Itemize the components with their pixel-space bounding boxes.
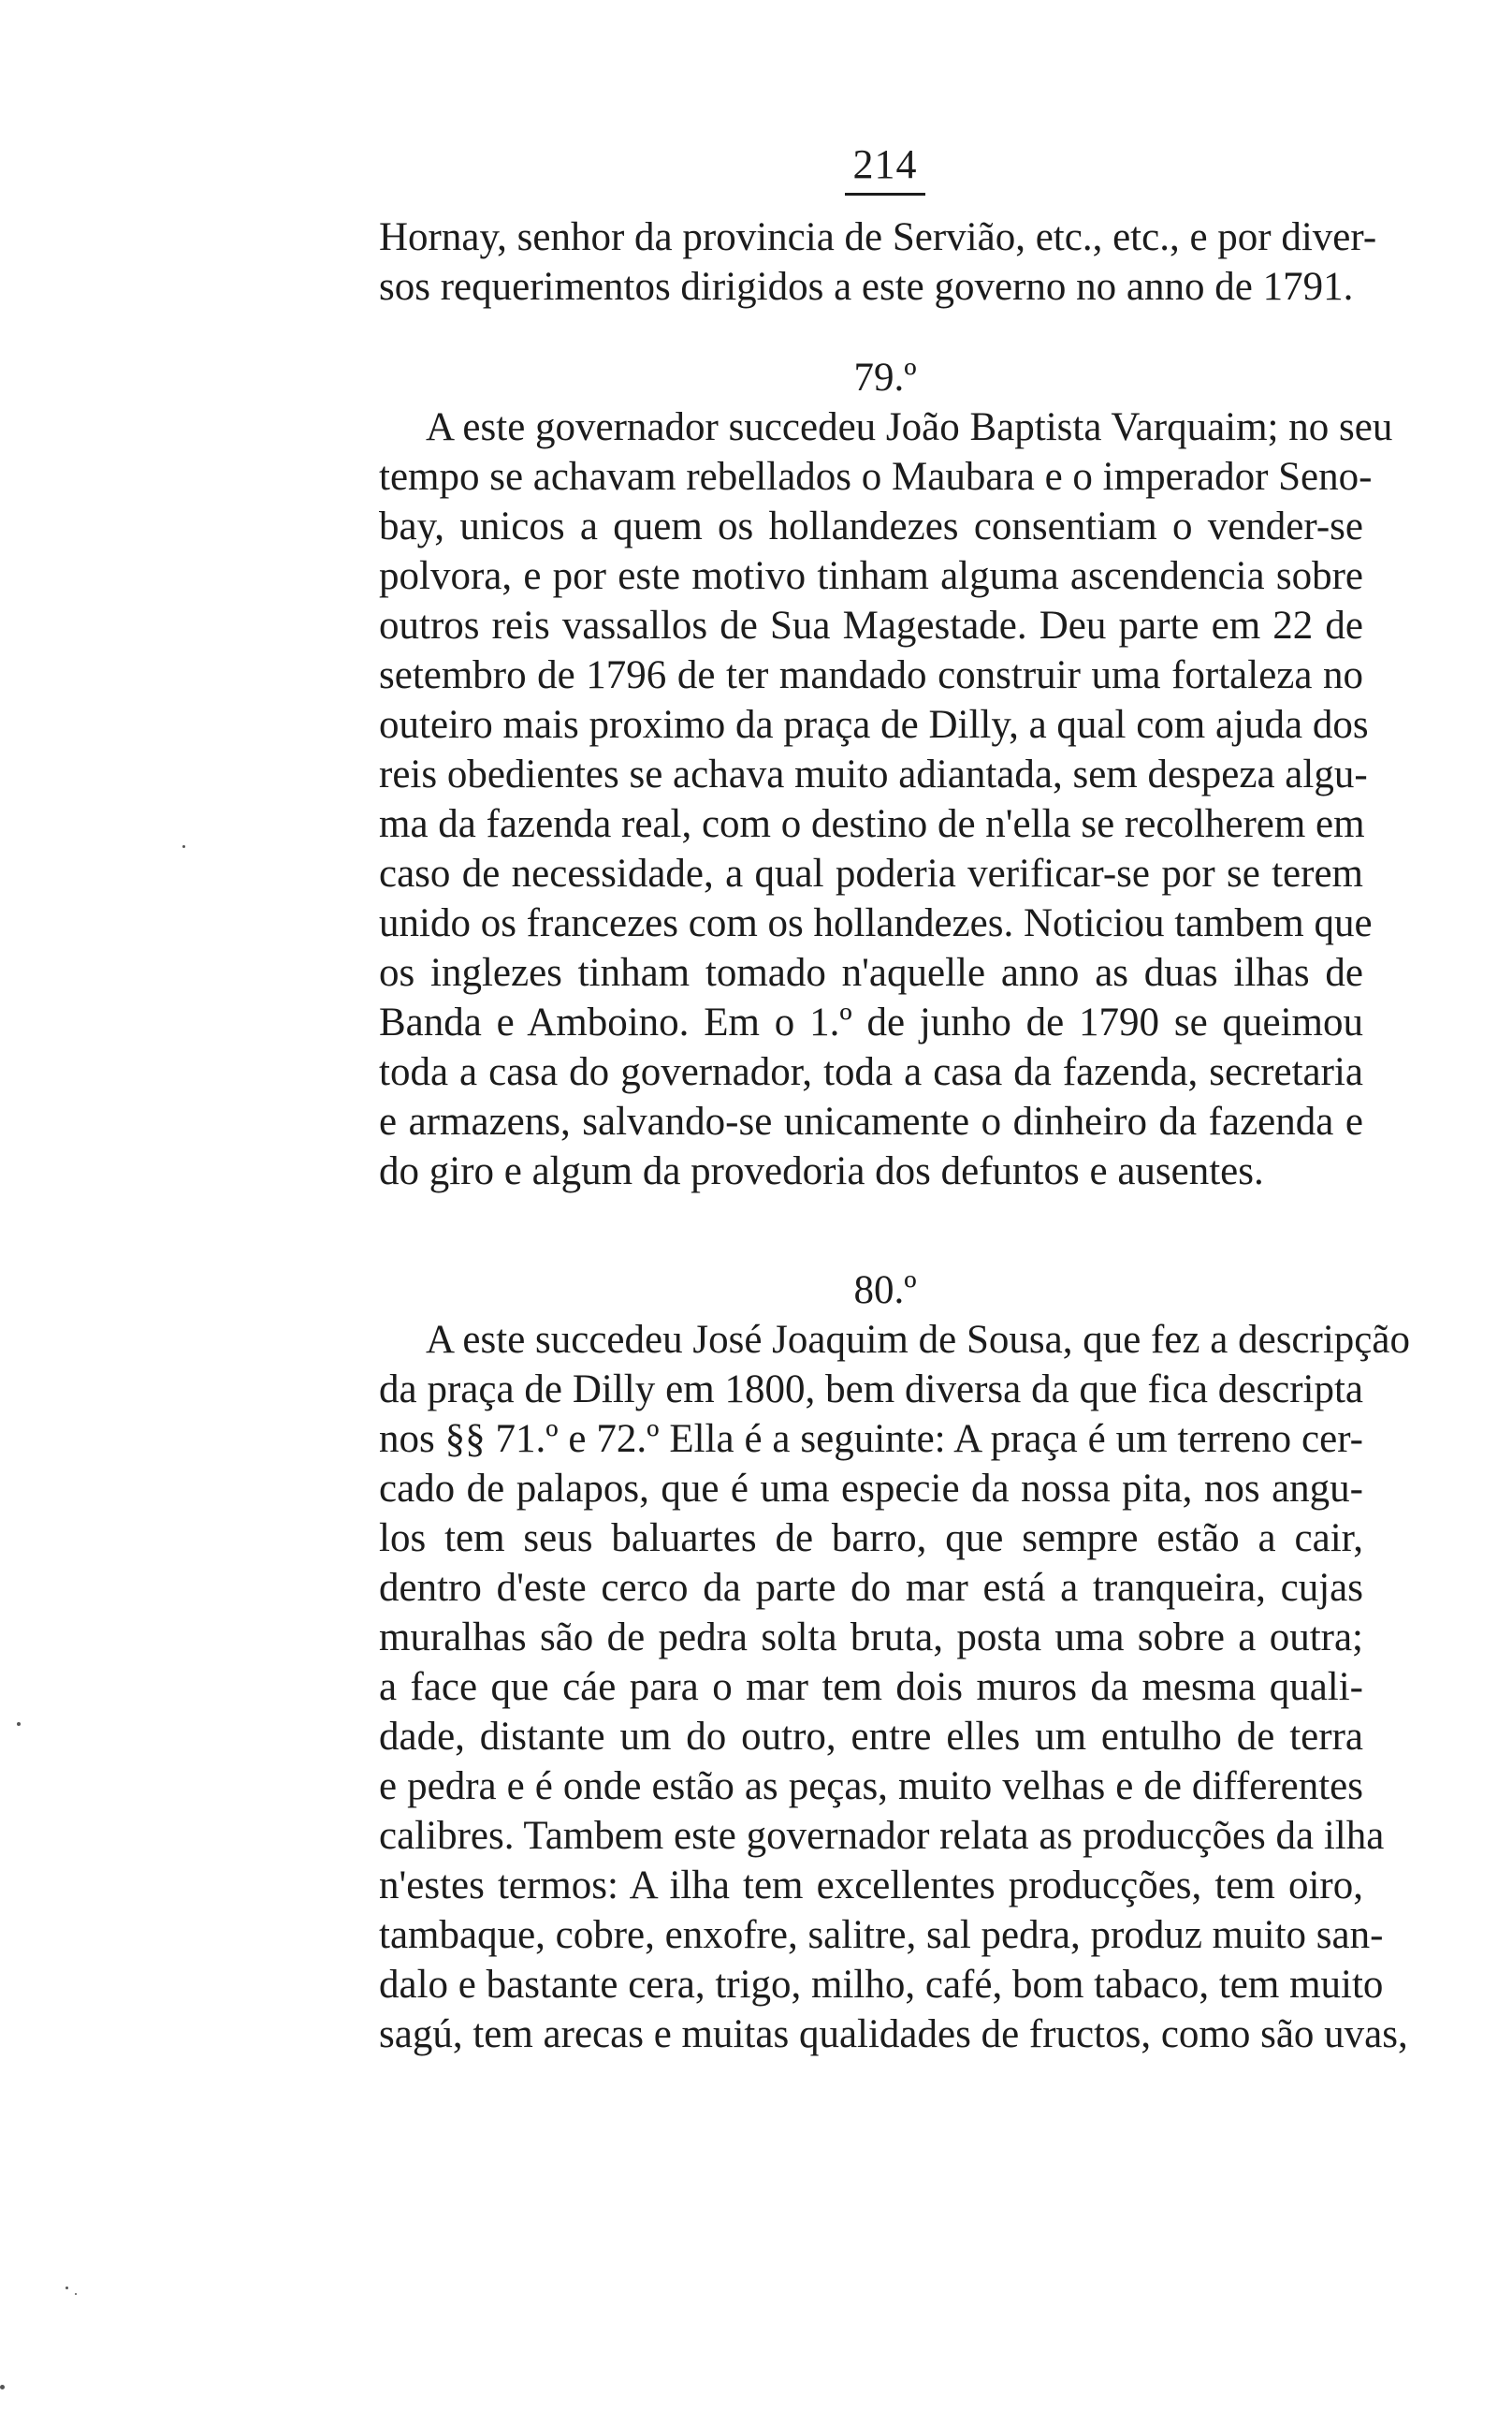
text-line: A este governador succedeu João Baptista Varquaim; no seu: [426, 405, 1393, 449]
text-line: polvora, e por este motivo tinham alguma ascendencia sobre: [379, 554, 1363, 598]
text-line: sagú, tem arecas e muitas qualidades de fructos, como são uvas,: [379, 2012, 1408, 2056]
text-line: reis obedientes se achava muito adiantada, sem despeza algu-: [379, 753, 1368, 796]
intro-paragraph: [379, 212, 1377, 312]
text-line: tempo se achavam rebellados o Maubara e o imperador Seno-: [379, 455, 1373, 499]
scan-speck: [0, 2385, 5, 2389]
text-line: da praça de Dilly em 1800, bem diversa da que fica descripta: [379, 1367, 1363, 1411]
text-line: nos §§ 71.º e 72.º Ella é a seguinte: A praça é um terreno cer-: [379, 1417, 1363, 1461]
scan-speck: [75, 2293, 77, 2295]
text-line: muralhas são de pedra solta bruta, posta uma sobre a outra;: [379, 1615, 1363, 1659]
text-line: dentro d'este cerco da parte do mar está a tranqueira, cujas: [379, 1566, 1363, 1610]
text-line: e armazens, salvando-se unicamente o dinheiro da fazenda e: [379, 1100, 1363, 1144]
text-line: ma da fazenda real, com o destino de n'ella se recolherem em: [379, 802, 1365, 846]
text-line: e pedra e é onde estão as peças, muito velhas e de differentes: [379, 1764, 1363, 1808]
text-line: sos requerimentos dirigidos a este governo no anno de 1791.: [379, 265, 1354, 309]
section-heading: 80.º: [853, 1268, 917, 1312]
text-line: a face que cáe para o mar tem dois muros da mesma quali-: [379, 1665, 1363, 1709]
page-content: [379, 140, 1410, 2059]
text-line: tambaque, cobre, enxofre, salitre, sal pedra, produz muito san-: [379, 1913, 1384, 1957]
text-line: outeiro mais proximo da praça de Dilly, a qual com ajuda dos: [379, 703, 1369, 747]
section-paragraph: [379, 402, 1393, 1196]
text-line: dalo e bastante cera, trigo, milho, café, bom tabaco, tem muito: [379, 1963, 1384, 2007]
text-line: os inglezes tinham tomado n'aquelle anno as duas ilhas de: [379, 951, 1363, 995]
scan-speck: [182, 845, 185, 848]
text-line: Banda e Amboino. Em o 1.º de junho de 1790 se queimou: [379, 1001, 1363, 1045]
page-number-rule: [845, 193, 925, 196]
text-line: n'estes termos: A ilha tem excellentes producções, tem oiro,: [379, 1863, 1363, 1907]
text-line: A este succedeu José Joaquim de Sousa, que fez a descripção: [426, 1318, 1410, 1362]
text-line: do giro e algum da provedoria dos defuntos e ausentes.: [379, 1149, 1264, 1193]
section-heading: 79.º: [853, 356, 917, 400]
text-line: bay, unicos a quem os hollandezes consentiam o vender-se: [379, 504, 1363, 548]
text-line: dade, distante um do outro, entre elles um entulho de terra: [379, 1715, 1363, 1759]
text-line: toda a casa do governador, toda a casa da fazenda, secretaria: [379, 1050, 1363, 1094]
section-80: [379, 1265, 1410, 2059]
text-line: Hornay, senhor da provincia de Servião, etc., etc., e por diver-: [379, 215, 1377, 259]
scan-speck: [17, 1722, 21, 1726]
text-line: caso de necessidade, a qual poderia verificar-se por se terem: [379, 852, 1363, 896]
scan-speck: [65, 2287, 68, 2289]
text-line: cado de palapos, que é uma especie da nossa pita, nos angu-: [379, 1467, 1363, 1511]
page-number: 214: [852, 141, 918, 187]
text-line: setembro de 1796 de ter mandado construir uma fortaleza no: [379, 653, 1363, 697]
text-line: los tem seus baluartes de barro, que sempre estão a cair,: [379, 1516, 1363, 1560]
text-line: outros reis vassallos de Sua Magestade. Deu parte em 22 de: [379, 604, 1363, 648]
text-line: unido os francezes com os hollandezes. Noticiou tambem que: [379, 901, 1373, 945]
section-79: [379, 353, 1393, 1196]
text-line: calibres. Tambem este governador relata as producções da ilha: [379, 1814, 1385, 1858]
page-header: [379, 140, 1363, 196]
section-paragraph: [379, 1315, 1410, 2059]
